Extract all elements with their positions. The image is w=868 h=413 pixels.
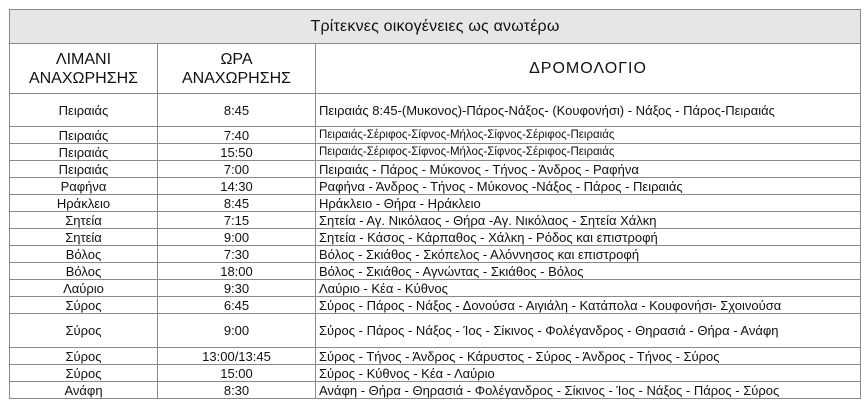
port-cell: Σύρος	[10, 297, 158, 314]
time-cell: 7:00	[158, 161, 316, 178]
header-time-line1: ΩΡΑ	[220, 50, 253, 68]
port-cell: Σύρος	[10, 314, 158, 348]
time-cell: 15:00	[158, 365, 316, 382]
table-title: Τρίτεκνες οικογένειες ως ανωτέρω	[10, 10, 861, 44]
route-cell: Πειραιάς - Πάρος - Μύκονος - Τήνος - Άνδρος - Ραφήνα	[316, 161, 861, 178]
route-cell: Βόλος - Σκιάθος - Σκόπελος - Αλόννησος και επιστροφή	[316, 246, 861, 263]
route-cell: Σύρος - Πάρος - Νάξος - Δονούσα - Αιγιάλη - Κατάπολα - Κουφονήσι- Σχοινούσα	[316, 297, 861, 314]
header-row	[10, 44, 861, 94]
route-cell: Πειραιάς-Σέριφος-Σίφνος-Μήλος-Σίφνος-Σέριφος-Πειραιάς	[316, 144, 861, 161]
route-cell: Ανάφη - Θήρα - Θηρασιά - Φολέγανδρος - Σίκινος - Ίος - Νάξος - Πάρος - Σύρος	[316, 382, 861, 399]
header-time-line2: ΑΝΑΧΩΡΗΣΗΣ	[181, 69, 292, 87]
port-cell: Σύρος	[10, 348, 158, 365]
port-cell: Πειραιάς	[10, 144, 158, 161]
table-row	[10, 144, 861, 161]
table-body	[10, 94, 861, 399]
port-cell: Ραφήνα	[10, 178, 158, 195]
time-cell: 7:40	[158, 127, 316, 144]
table-row	[10, 94, 861, 127]
time-cell: 7:15	[158, 212, 316, 229]
route-cell: Σητεία - Αγ. Νικόλαος - Θήρα -Αγ. Νικόλαος - Σητεία Χάλκη	[316, 212, 861, 229]
time-cell: 8:30	[158, 382, 316, 399]
time-cell: 9:00	[158, 229, 316, 246]
header-port	[10, 44, 158, 94]
table-row	[10, 297, 861, 314]
table-row	[10, 263, 861, 280]
port-cell: Σητεία	[10, 212, 158, 229]
route-cell: Ραφήνα - Άνδρος - Τήνος - Μύκονος -Νάξος - Πάρος - Πειραιάς	[316, 178, 861, 195]
port-cell: Βόλος	[10, 246, 158, 263]
header-port-line1: ΛΙΜΑΝΙ	[55, 50, 112, 68]
table-row	[10, 365, 861, 382]
table-row	[10, 212, 861, 229]
table-row	[10, 161, 861, 178]
schedule-table	[9, 9, 861, 399]
time-cell: 18:00	[158, 263, 316, 280]
header-port-line2: ΑΝΑΧΩΡΗΣΗΣ	[28, 69, 139, 87]
time-cell: 9:00	[158, 314, 316, 348]
route-cell: Σύρος - Πάρος - Νάξος - Ίος - Σίκινος - Φολέγανδρος - Θηρασιά - Θήρα - Ανάφη	[316, 314, 861, 348]
route-cell: Σητεία - Κάσος - Κάρπαθος - Χάλκη - Ρόδος και επιστροφή	[316, 229, 861, 246]
table-row	[10, 229, 861, 246]
port-cell: Ηράκλειο	[10, 195, 158, 212]
table-row	[10, 195, 861, 212]
time-cell: 13:00/13:45	[158, 348, 316, 365]
route-cell: Σύρος - Κύθνος - Κέα - Λαύριο	[316, 365, 861, 382]
route-cell: Πειραιάς-Σέριφος-Σίφνος-Μήλος-Σίφνος-Σέριφος-Πειραιάς	[316, 127, 861, 144]
port-cell: Πειραιάς	[10, 161, 158, 178]
time-cell: 7:30	[158, 246, 316, 263]
time-cell: 8:45	[158, 94, 316, 127]
header-time	[158, 44, 316, 94]
title-row	[10, 10, 861, 44]
route-cell: Σύρος - Τήνος - Άνδρος - Κάρυστος - Σύρος - Άνδρος - Τήνος - Σύρος	[316, 348, 861, 365]
header-route: ΔΡΟΜΟΛΟΓΙΟ	[316, 44, 861, 94]
table-row	[10, 314, 861, 348]
route-cell: Βόλος - Σκιάθος - Αγνώντας - Σκιάθος - Βόλος	[316, 263, 861, 280]
port-cell: Σητεία	[10, 229, 158, 246]
port-cell: Ανάφη	[10, 382, 158, 399]
table-row	[10, 382, 861, 399]
port-cell: Λαύριο	[10, 280, 158, 297]
port-cell: Βόλος	[10, 263, 158, 280]
table-row	[10, 127, 861, 144]
port-cell: Πειραιάς	[10, 94, 158, 127]
table-row	[10, 246, 861, 263]
table-row	[10, 178, 861, 195]
route-cell: Ηράκλειο - Θήρα - Ηράκλειο	[316, 195, 861, 212]
table-row	[10, 348, 861, 365]
port-cell: Σύρος	[10, 365, 158, 382]
port-cell: Πειραιάς	[10, 127, 158, 144]
time-cell: 15:50	[158, 144, 316, 161]
time-cell: 8:45	[158, 195, 316, 212]
time-cell: 14:30	[158, 178, 316, 195]
table-row	[10, 280, 861, 297]
time-cell: 9:30	[158, 280, 316, 297]
route-cell: Λαύριο - Κέα - Κύθνος	[316, 280, 861, 297]
time-cell: 6:45	[158, 297, 316, 314]
schedule-table-container	[9, 9, 860, 399]
route-cell: Πειραιάς 8:45-(Μυκονος)-Πάρος-Νάξος- (Κουφονήσι) - Νάξος - Πάρος-Πειραιάς	[316, 94, 861, 127]
